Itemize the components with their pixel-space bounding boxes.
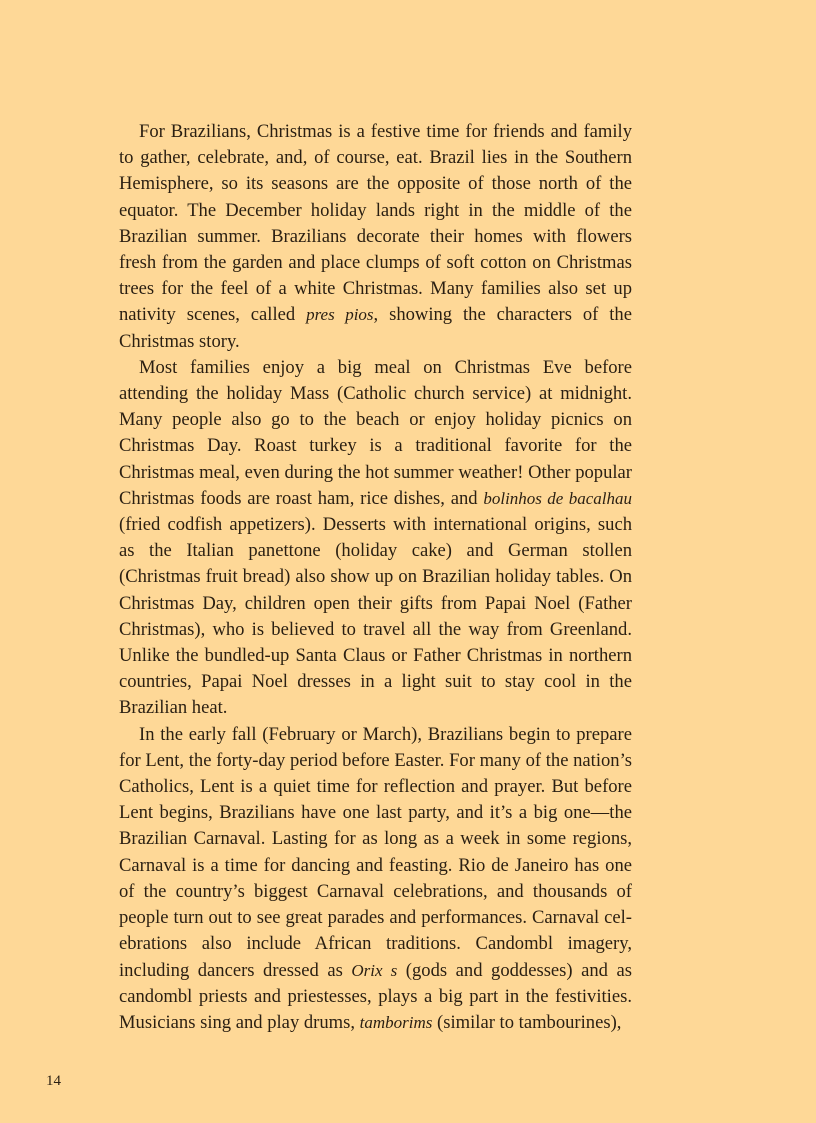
text-segment: In the early fall (February or March), Brazilians begin to prepare for Lent, the forty-day period before Easter. For many of the nation’s Catholics, Lent is a quiet time for reflection and prayer. But before Lent begins, Brazilians have one last party, and it’s a big one—the Brazilian Carnaval. Lasting for as long as a week in some regions, Carnaval is a time for dancing and feasting. Rio de Janeiro has one of the country’s biggest Carnaval celebrations, and thousands of people turn out to see great parades and performances. Carnaval celebrations also include African traditions. Candombl imagery, including dancers dressed as [119, 723, 632, 981]
italic-term-bolinhos-de-bacalhau: bolinhos de bacalhau [483, 488, 632, 508]
text-segment: (gods and goddesses) and as candombl priests and priestesses, plays a big part in the festivities. Musicians sing and play drums, [119, 959, 632, 1033]
text-segment: For Brazilians, Christmas is a festive time for friends and family to gather, celebrate, and, of course, eat. Brazil lies in the Southern Hemisphere, so its seasons are the opposite of those north of the equator. The December holiday lands right in the middle of the Brazilian summer. Brazilians decorate their homes with flowers fresh from the garden and place clumps of soft cotton on Christmas trees for the feel of a white Christmas. Many families also set up nativity scenes, called [119, 121, 632, 326]
italic-term-orixas: Orix s [351, 960, 398, 980]
italic-term-tamborims: tamborims [359, 1012, 433, 1032]
page-number: 14 [46, 1073, 61, 1089]
text-segment: Most families enjoy a big meal on Christmas Eve before attending the holiday Mass (Catholic church service) at midnight. Many people also go to the beach or enjoy holiday picnics on Christmas Day. Roast turkey is a traditional favorite for the Christmas meal, even during the hot summer weather! Other popular Christmas foods are roast ham, rice dishes, and [119, 356, 632, 509]
paragraph-carnaval [119, 722, 632, 1036]
text-segment: , showing the characters of the Christmas story. [119, 304, 632, 352]
text-segment: (similar to tambourines), [432, 1011, 622, 1033]
paragraph-christmas-intro [119, 119, 632, 355]
page-body [119, 119, 632, 1036]
paragraph-christmas-meal [119, 355, 632, 722]
italic-term-pres-pios: pres pios [306, 305, 374, 325]
text-segment: (fried codfish appetizers). Desserts with international origins, such as the Italian panettone (holiday cake) and German stollen (Christmas fruit bread) also show up on Brazilian holiday tables. On Christmas Day, children open their gifts from Papai Noel (Father Christmas), who is believed to travel all the way from Greenland. Unlike the bundled-up Santa Claus or Father Christmas in northern countries, Papai Noel dresses in a light suit to stay cool in the Brazilian heat. [119, 514, 632, 719]
